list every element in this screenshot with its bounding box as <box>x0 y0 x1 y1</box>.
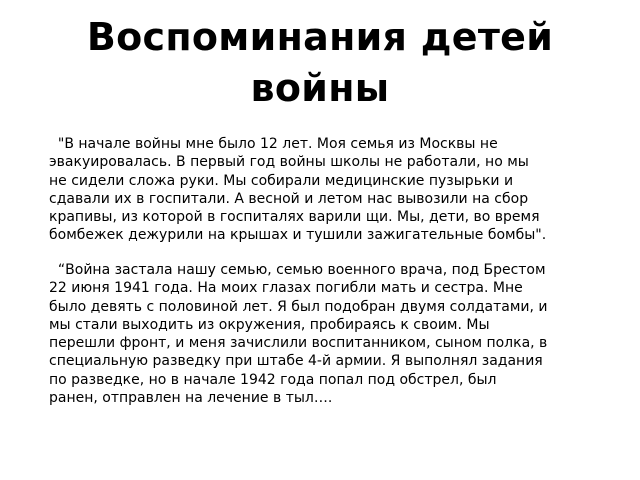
memoir-paragraph-1 <box>49 135 609 245</box>
slide-title <box>60 12 580 114</box>
text-line: 22 июня 1941 года. На моих глазах погибли мать и сестра. Мне <box>49 280 523 297</box>
slide-title-line: войны <box>250 66 390 110</box>
text-line: эвакуировалась. В первый год войны школы не работали, но мы <box>49 154 529 171</box>
text-line: “Война застала нашу семью, семью военного врача, под Брестом <box>49 262 546 278</box>
text-line: специальную разведку при штабе 4-й армии. Я выполнял задания <box>49 353 543 370</box>
slide-title-line: Воспоминания детей <box>86 15 554 59</box>
text-line: крапивы, из которой в госпиталях варили щи. Мы, дети, во время <box>49 209 540 226</box>
text-line: ранен, отправлен на лечение в тыл…. <box>49 390 333 407</box>
text-line: мы стали выходить из окружения, пробираясь к своим. Мы <box>49 316 490 333</box>
text-line: не сидели сложа руки. Мы собирали медицинские пузырьки и <box>49 172 514 189</box>
text-line: бомбежек дежурили на крышах и тушили зажигательные бомбы". <box>49 227 547 244</box>
text-line: по разведке, но в начале 1942 года попал под обстрел, был <box>49 371 497 388</box>
text-line: "В начале войны мне было 12 лет. Моя семья из Москвы не <box>49 136 498 152</box>
text-line: перешли фронт, и меня зачислили воспитанником, сыном полка, в <box>49 335 548 352</box>
text-line: сдавали их в госпитали. А весной и летом нас вывозили на сбор <box>49 190 529 207</box>
text-line: было девять с половиной лет. Я был подобран двумя солдатами, и <box>49 298 548 315</box>
memoir-paragraph-2 <box>49 261 609 407</box>
